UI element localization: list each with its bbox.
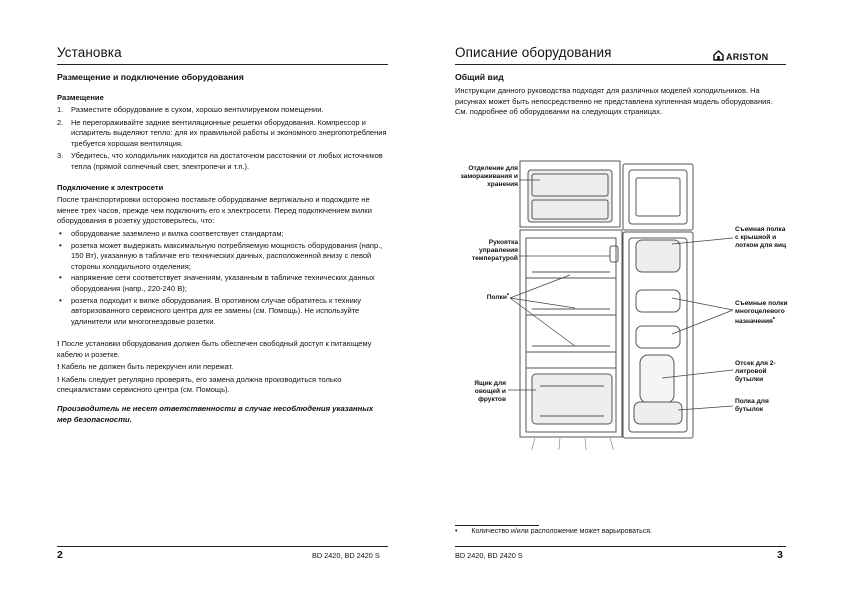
electric-checklist bbox=[57, 229, 388, 328]
footnote-rule bbox=[455, 525, 539, 526]
list-item: 3. Убедитесь, что холодильник находится на достаточном расстоянии от любых источников тепла (прямой солнечный свет, электропечи и т.п.). bbox=[57, 151, 383, 171]
list-item: • розетка подходит к вилке оборудования. В противном случае обратитесь к технику авторизованного сервисного центра для ее замены (см. Помощь). Не используйте удлинители или многогнездовые розетки. bbox=[57, 296, 388, 328]
list-item: • оборудование заземлено и вилка соответствует стандартам; bbox=[57, 229, 388, 240]
footnote: • Количество и/или расположение может варьироваться. bbox=[455, 528, 652, 535]
model-footer-left: BD 2420, BD 2420 S bbox=[312, 551, 380, 560]
label-egg-shelf: Съемная полка с крышкой и лотком для яиц bbox=[735, 226, 787, 249]
warning-item: ! Кабель следует регулярно проверять, его замена должна производиться только специалистами сервисного центра (см. Помощь). bbox=[57, 374, 342, 395]
footer-rule-right bbox=[455, 546, 786, 547]
electric-intro: После транспортировки осторожно поставьте оборудование вертикально и подождите не менее трех часов, прежде чем подключить его к электросети. Перед подключением вилки оборудования в розетку удостоверьтесь, что: bbox=[57, 195, 372, 226]
door-shelf bbox=[636, 290, 680, 312]
label-shelves: Полки• bbox=[486, 292, 509, 302]
warning-item: ! Кабель не должен быть перекручен или пережат. bbox=[57, 362, 234, 372]
placement-list bbox=[57, 105, 388, 175]
placement-heading: Размещение bbox=[57, 93, 104, 102]
list-item: 1. Разместите оборудование в сухом, хорошо вентилируемом помещении. bbox=[57, 105, 324, 114]
leader-line bbox=[672, 238, 733, 244]
list-item: 2. Не перегораживайте задние вентиляционные решетки оборудования. Компрессор и испаритель выделяют тепло: для их правильной работы и экономного энергопотребления требуется хорошая вентиляция. bbox=[57, 117, 387, 148]
door-shelf bbox=[636, 326, 680, 348]
brand-name: ARISTON bbox=[726, 52, 769, 62]
leader-line bbox=[672, 298, 733, 334]
thermostat-knob bbox=[610, 246, 618, 262]
egg-shelf bbox=[636, 240, 680, 272]
footer-rule-left bbox=[57, 546, 388, 547]
list-item: • напряжение сети соответствует значениям, указанным в табличке технических данных оборудования (напр., 220-240 В); bbox=[57, 273, 388, 294]
title-rule-left bbox=[57, 64, 388, 65]
label-door-shelves: Съемные полки многоцелевого назначения• bbox=[735, 300, 788, 325]
model-footer-right: BD 2420, BD 2420 S bbox=[455, 551, 523, 560]
overview-intro: Инструкции данного руководства подходят для различных моделей холодильников. На рисунках может быть непосредственно не представлена купленная модель оборудования. См. подробнее об оборудовании на следующих страницах. bbox=[455, 86, 773, 117]
label-crisper: Ящик для овощей и фруктов bbox=[474, 380, 506, 403]
list-item: • розетка может выдержать максимальную потребляемую мощность оборудования (напр., 150 Вт), указанную в табличке его технических данных, расположенной внизу с левой стороны холодильного отделения; bbox=[57, 241, 388, 273]
label-bottle-shelf: Полка для бутылок bbox=[735, 398, 769, 413]
stand-lines bbox=[520, 438, 625, 450]
bottle-2l-slot bbox=[640, 355, 674, 403]
warnings bbox=[57, 339, 388, 396]
electric-heading: Подключение к электросети bbox=[57, 183, 164, 192]
freezer-door bbox=[623, 164, 693, 230]
label-bottle-2l: Отсек для 2-литровой бутылки bbox=[735, 360, 776, 383]
label-freezer: Отделение для замораживания и хранения bbox=[460, 165, 518, 188]
liability-disclaimer: Производитель не несет ответственности в случае несоблюдения указанных мер безопасности. bbox=[57, 404, 374, 424]
page-number-right: 3 bbox=[777, 549, 783, 561]
label-thermostat: Рукоятка управления температурой bbox=[471, 239, 518, 262]
bottle-shelf bbox=[634, 402, 682, 424]
page-number-left: 2 bbox=[57, 549, 63, 561]
page-title-right: Описание оборудования bbox=[455, 45, 612, 60]
section-title-placement: Размещение и подключение оборудования bbox=[57, 72, 244, 82]
title-rule-right bbox=[455, 64, 786, 65]
warning-item: ! После установки оборудования должен быть обеспечен свободный доступ к питающему кабелю и розетке. bbox=[57, 339, 372, 359]
freezer-door-panel bbox=[636, 178, 680, 216]
page-title-left: Установка bbox=[57, 45, 122, 60]
leader-line bbox=[678, 406, 733, 410]
section-title-overview: Общий вид bbox=[455, 72, 504, 82]
fridge-diagram bbox=[440, 150, 790, 450]
